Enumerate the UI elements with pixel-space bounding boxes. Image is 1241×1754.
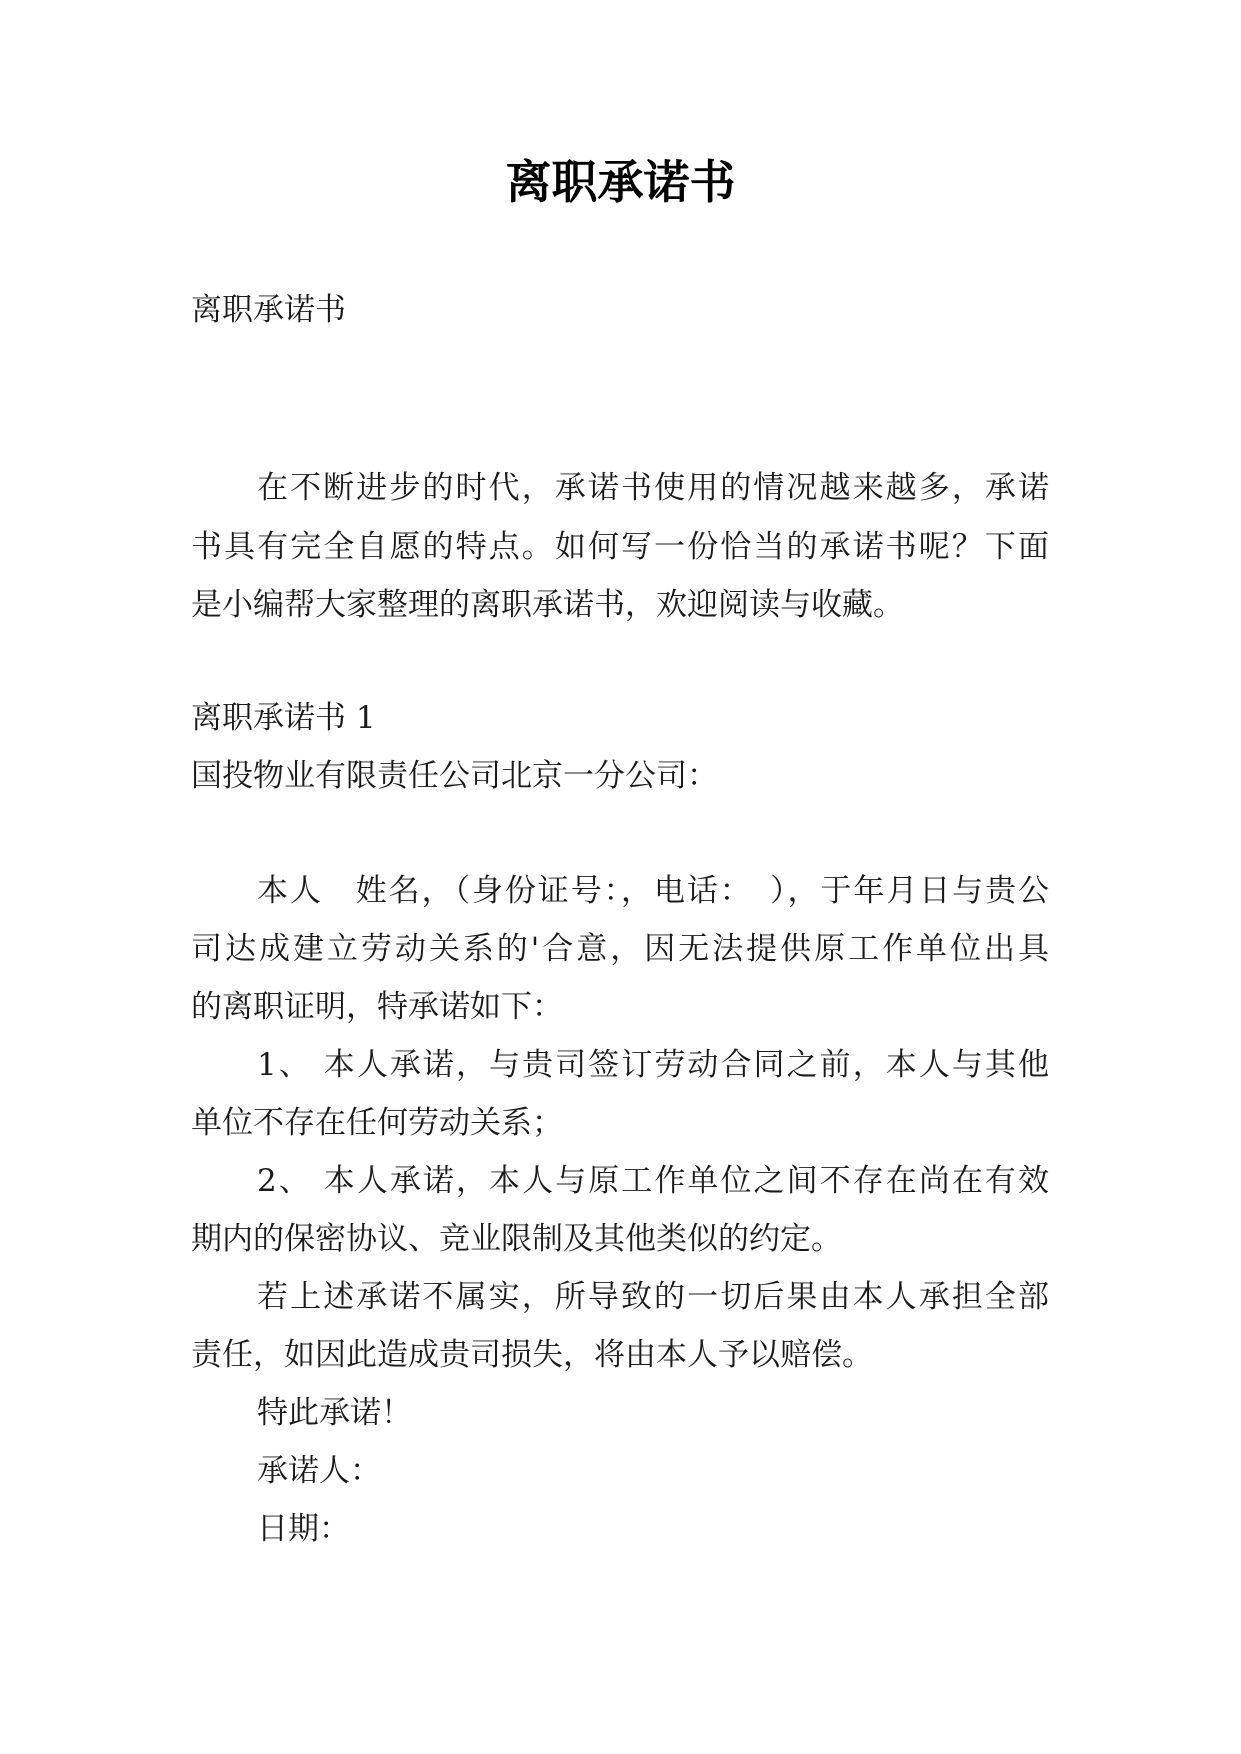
date-label: 日期： (257, 1511, 350, 1547)
para2-line-2: 责任，如因此造成贵司损失，将由本人予以赔偿。 (191, 1337, 873, 1373)
item1-line-1: 1、 本人承诺，与贵司签订劳动合同之前，本人与其他 (257, 1047, 1049, 1083)
addressee: 国投物业有限责任公司北京一分公司： (191, 758, 718, 794)
item2-line-1: 2、 本人承诺，本人与原工作单位之间不存在尚在有效 (257, 1163, 1049, 1199)
para1-line-1: 本人 姓名，（身份证号：，电话： ），于年月日与贵公 (257, 873, 1049, 909)
intro-line-2: 书具有完全自愿的特点。如何写一份恰当的承诺书呢？下面 (191, 529, 1049, 565)
intro-line-1: 在不断进步的时代，承诺书使用的情况越来越多，承诺 (257, 470, 1049, 506)
closing-text: 特此承诺！ (257, 1395, 412, 1431)
document-title: 离职承诺书 (505, 155, 736, 209)
item1-line-2: 单位不存在任何劳动关系； (191, 1105, 563, 1141)
para2-line-1: 若上述承诺不属实，所导致的一切后果由本人承担全部 (257, 1279, 1049, 1315)
signer-label: 承诺人： (257, 1453, 381, 1489)
section-heading: 离职承诺书 1 (191, 700, 376, 736)
para1-line-2: 司达成建立劳动关系的'合意，因无法提供原工作单位出具 (191, 931, 1049, 967)
para1-line-3: 的离职证明，特承诺如下： (191, 989, 563, 1025)
item2-line-2: 期内的保密协议、竞业限制及其他类似的约定。 (191, 1221, 842, 1257)
document-subtitle: 离职承诺书 (191, 292, 346, 328)
intro-line-3: 是小编帮大家整理的离职承诺书，欢迎阅读与收藏。 (191, 587, 904, 623)
